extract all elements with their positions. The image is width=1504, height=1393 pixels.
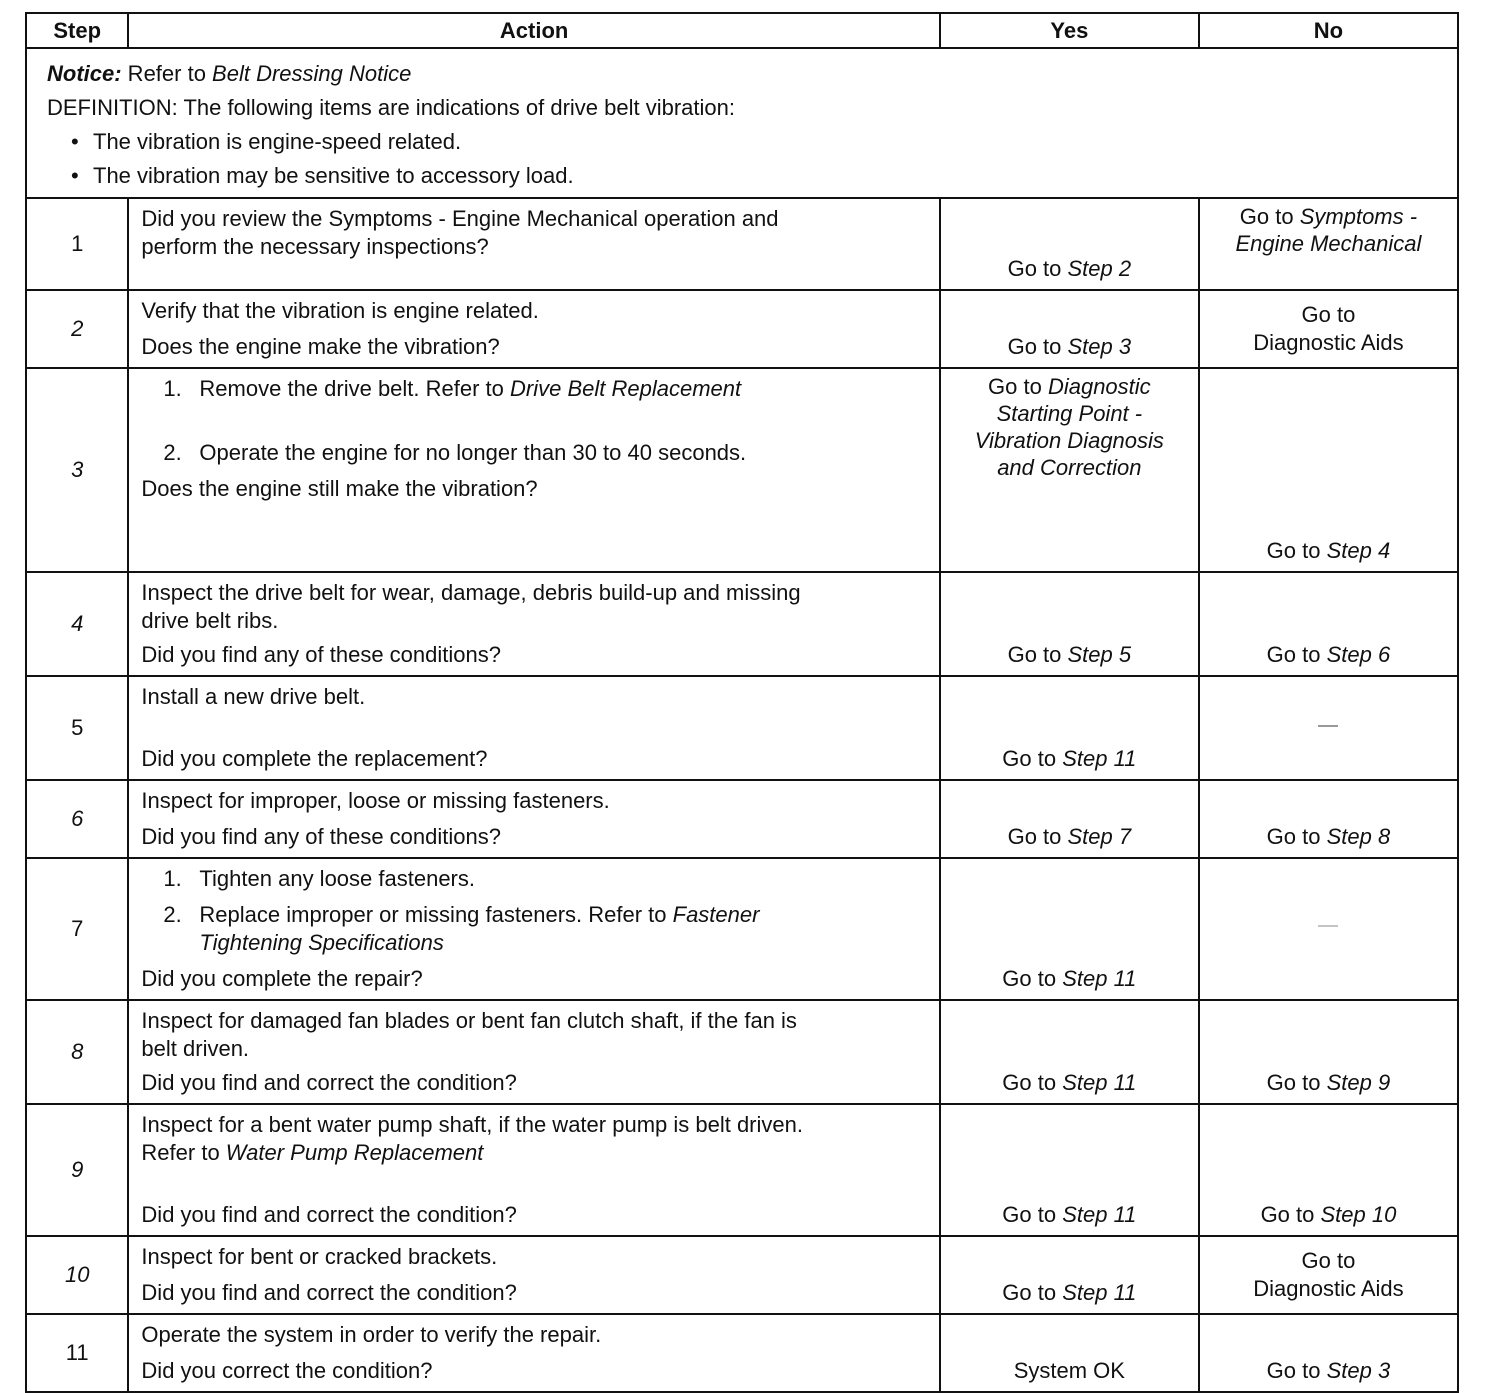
action-cell: Did you review the Symptoms - Engine Mechanical operation and perform the necessary inspections? (128, 198, 939, 290)
no-cell: Go to Step 9 (1199, 1000, 1458, 1104)
notice-text: Refer to (121, 61, 213, 86)
header-action: Action (128, 13, 939, 48)
action-cell: Install a new drive belt. Did you complete the replacement? (128, 676, 939, 780)
step-number: 7 (26, 858, 128, 1000)
action-cell: Inspect for a bent water pump shaft, if the water pump is belt driven. Refer to Water Pump Replacement Did you find and correct the condition? (128, 1104, 939, 1236)
step-number: 11 (26, 1314, 128, 1392)
no-cell: Go to Diagnostic Aids (1199, 290, 1458, 368)
step-number: 10 (26, 1236, 128, 1314)
list-item: 1. Remove the drive belt. Refer to Drive Belt Replacement (163, 376, 742, 401)
step-number: 5 (26, 676, 128, 780)
table-row (26, 1236, 1458, 1314)
yes-cell: Go to Step 11 (940, 1236, 1199, 1314)
list-item: 2. Operate the engine for no longer than 30 to 40 seconds. (163, 440, 747, 465)
action-cell: Inspect for bent or cracked brackets. Did you find and correct the condition? (128, 1236, 939, 1314)
step-number: 4 (26, 572, 128, 676)
yes-cell: Go to Step 11 (940, 1104, 1199, 1236)
yes-cell: Go to Step 7 (940, 780, 1199, 858)
yes-cell: Go to Step 11 (940, 858, 1199, 1000)
step-number: 2 (26, 290, 128, 368)
no-cell: Go to Step 6 (1199, 572, 1458, 676)
table-row (26, 572, 1458, 676)
step-number: 1 (26, 198, 128, 290)
no-cell: Go to Step 10 (1199, 1104, 1458, 1236)
yes-cell: Go to Step 5 (940, 572, 1199, 676)
table-row (26, 858, 1458, 1000)
action-cell: Operate the system in order to verify the repair. Did you correct the condition? (128, 1314, 939, 1392)
notice-label: Notice: (47, 61, 122, 86)
no-cell: Go to Step 3 (1199, 1314, 1458, 1392)
table-row (26, 1000, 1458, 1104)
table-row (26, 676, 1458, 780)
notice-row (26, 48, 1458, 198)
action-cell: Inspect the drive belt for wear, damage, debris build-up and missing drive belt ribs. Did you find any of these conditions? (128, 572, 939, 676)
header-no: No (1199, 13, 1458, 48)
header-yes: Yes (940, 13, 1199, 48)
table-row (26, 290, 1458, 368)
step-number: 6 (26, 780, 128, 858)
yes-cell: Go to Step 11 (940, 676, 1199, 780)
header-step: Step (26, 13, 128, 48)
yes-cell: Go to Step 3 (940, 290, 1199, 368)
table-row (26, 780, 1458, 858)
step-number: 8 (26, 1000, 128, 1104)
no-cell (1199, 676, 1458, 780)
empty-dash (1318, 926, 1338, 927)
list-item: 2. Replace improper or missing fasteners. Refer to Fastener Tightening Specifications (163, 902, 760, 955)
table-row (26, 368, 1458, 572)
table-row (26, 198, 1458, 290)
header-row (26, 13, 1458, 48)
action-cell: 1. Remove the drive belt. Refer to Drive Belt Replacement 2. Operate the engine for no longer than 30 to 40 seconds. Does the engine still make the vibration? (128, 368, 939, 572)
table-row (26, 1314, 1458, 1392)
action-cell: Inspect for improper, loose or missing fasteners. Did you find any of these conditions? (128, 780, 939, 858)
action-cell: Inspect for damaged fan blades or bent fan clutch shaft, if the fan is belt driven. Did you find and correct the condition? (128, 1000, 939, 1104)
no-cell: Go to Symptoms - Engine Mechanical (1199, 198, 1458, 290)
empty-dash (1318, 725, 1338, 726)
bullet-item: • The vibration may be sensitive to accessory load. (71, 163, 574, 188)
no-cell: Go to Step 4 (1199, 368, 1458, 572)
action-cell: 1. Tighten any loose fasteners. 2. Replace improper or missing fasteners. Refer to Fastener Tightening Specifications Did you complete the repair? (128, 858, 939, 1000)
step-number: 3 (26, 368, 128, 572)
yes-cell: Go to Step 2 (940, 198, 1199, 290)
yes-cell: System OK (940, 1314, 1199, 1392)
notice-ref: Belt Dressing Notice (212, 61, 412, 86)
list-item: 1. Tighten any loose fasteners. (163, 866, 475, 891)
bullet-item: • The vibration is engine-speed related. (71, 129, 462, 154)
table-row (26, 1104, 1458, 1236)
notice-cell (26, 48, 1458, 198)
definition-text: DEFINITION: The following items are indications of drive belt vibration: (47, 95, 735, 120)
no-cell: Go to Step 8 (1199, 780, 1458, 858)
yes-cell: Go to Diagnostic Starting Point - Vibration Diagnosis and Correction (940, 368, 1199, 572)
no-cell (1199, 858, 1458, 1000)
step-number: 9 (26, 1104, 128, 1236)
action-cell: Verify that the vibration is engine related. Does the engine make the vibration? (128, 290, 939, 368)
no-cell: Go to Diagnostic Aids (1199, 1236, 1458, 1314)
diagnostic-table (25, 12, 1459, 1393)
yes-cell: Go to Step 11 (940, 1000, 1199, 1104)
